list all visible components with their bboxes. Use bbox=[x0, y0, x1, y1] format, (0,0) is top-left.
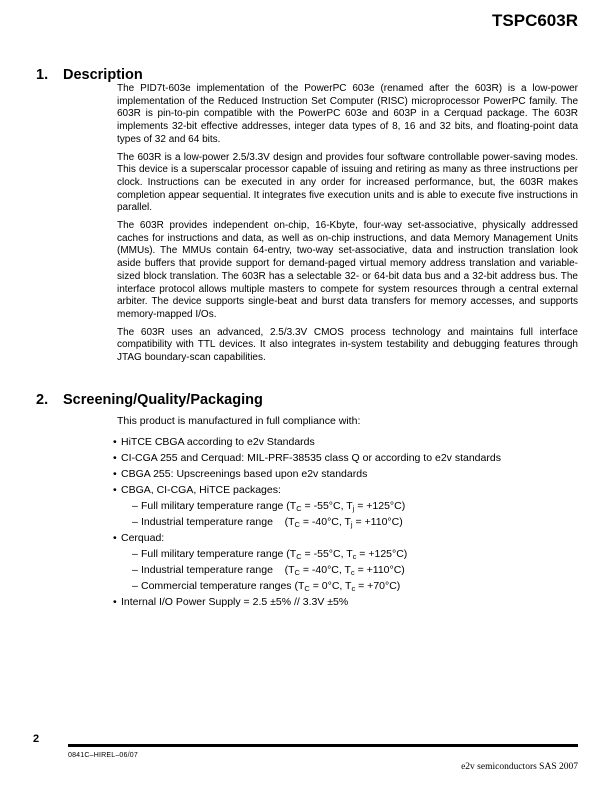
list-item bbox=[113, 594, 578, 610]
compliance-list bbox=[113, 434, 578, 610]
bullet-icon: • bbox=[113, 532, 117, 544]
list-item-text: Cerquad: bbox=[121, 532, 165, 544]
sub-list-item bbox=[132, 546, 578, 562]
bullet-icon: • bbox=[113, 596, 117, 608]
section-title: Description bbox=[63, 67, 143, 83]
section-body bbox=[117, 415, 578, 428]
page-title: TSPC603R bbox=[492, 11, 578, 30]
document-code: 0841C–HIREL–06/07 bbox=[68, 752, 138, 759]
section-title: Screening/Quality/Packaging bbox=[63, 392, 263, 408]
dash-icon: – bbox=[132, 580, 138, 592]
list-item-text: Industrial temperature range ($T_C = -40^\circ C$, $T_j = +110^\circ C$) bbox=[141, 516, 403, 529]
sub-list-item bbox=[132, 578, 578, 594]
list-item bbox=[113, 450, 578, 466]
list-item-text: Full military temperature range ($T_C = -55^\circ C$, $T_c = +125^\circ C$) bbox=[141, 548, 408, 561]
list-item bbox=[113, 482, 578, 498]
section-description bbox=[36, 67, 578, 370]
list-item-text: Commercial temperature ranges ($T_C = 0^\circ C$, $T_c = +70^\circ C$) bbox=[141, 580, 401, 593]
compliance-intro: This product is manufactured in full compliance with: bbox=[117, 415, 361, 427]
list-item bbox=[113, 530, 578, 546]
sub-list-item bbox=[132, 562, 578, 578]
dash-icon: – bbox=[132, 500, 138, 512]
bullet-icon: • bbox=[113, 484, 117, 496]
bullet-icon: • bbox=[113, 468, 117, 480]
list-item-text: Internal I/O Power Supply = 2.5 ±5% // 3.3V ±5% bbox=[121, 596, 349, 608]
section-number: 1. bbox=[36, 67, 49, 83]
list-item-text: HiTCE CBGA according to e2v Standards bbox=[121, 436, 315, 448]
list-item-text: Full military temperature range ($T_C = -55^\circ C$, $T_j = +125^\circ C$) bbox=[141, 500, 406, 513]
paragraph: The 603R uses an advanced, 2.5/3.3V CMOS process technology and maintains full interface compatibility with TTL devices. It also integrates in-system testability and debugging features through JTAG boundary-scan capabilities. bbox=[117, 326, 578, 364]
page-number: 2 bbox=[33, 733, 40, 745]
paragraph: The 603R is a low-power 2.5/3.3V design and provides four software controllable power-saving modes. This device is a superscalar processor capable of issuing and retiring as many as three instructions per clock. Instructions can be executed in any order for increased performance, but, the 603R makes completion appear sequential. It integrates five execution units and is able to execute five instructions in parallel. bbox=[117, 151, 578, 214]
section-screening-quality-packaging bbox=[36, 392, 578, 610]
dash-icon: – bbox=[132, 516, 138, 528]
section-heading bbox=[36, 67, 578, 83]
copyright-notice: e2v semiconductors SAS 2007 bbox=[461, 762, 578, 772]
bullet-icon: • bbox=[113, 452, 117, 464]
paragraph: The 603R provides independent on-chip, 16-Kbyte, four-way set-associative, physically addressed caches for instructions and data, as well as on-chip instructions, and data Memory Management Units (MMUs). The MMUs contain 64-entry, two-way set-associative, data and instruction translation look aside buffers that provide support for demand-paged virtual memory address translation and variable-sized block translation. The 603R has a selectable 32- or 64-bit data bus and a 32-bit address bus. The interface protocol allows multiple masters to compete for system resources through a central external arbiter. The device supports single-beat and burst data transfers for memory accesses, and supports memory-mapped I/Os. bbox=[117, 220, 578, 320]
section-heading bbox=[36, 392, 578, 408]
list-item bbox=[113, 466, 578, 482]
list-item-text: CI-CGA 255 and Cerquad: MIL-PRF-38535 class Q or according to e2v standards bbox=[121, 452, 501, 464]
list-item bbox=[113, 434, 578, 450]
section-body bbox=[117, 83, 578, 365]
paragraph: The PID7t-603e implementation of the PowerPC 603e (renamed after the 603R) is a low-power implementation of the Reduced Instruction Set Computer (RISC) microprocessor PowerPC family. The 603R is pin-to-pin compatible with the PowerPC 603e and 603P in a Cerquad package. The 603R implements 32-bit effective addresses, integer data types of 8, 16 and 32 bits, and floating-point data types of 32 and 64 bits. bbox=[117, 83, 578, 145]
list-item-text: CBGA 255: Upscreenings based upon e2v standards bbox=[121, 468, 368, 480]
bullet-icon: • bbox=[113, 436, 117, 448]
sub-list-item bbox=[132, 514, 578, 530]
section-number: 2. bbox=[36, 392, 49, 408]
dash-icon: – bbox=[132, 564, 138, 576]
list-item-text: Industrial temperature range ($T_C = -40^\circ C$, $T_c = +110^\circ C$) bbox=[141, 564, 405, 577]
sub-list-item bbox=[132, 498, 578, 514]
footer-rule bbox=[68, 744, 578, 747]
list-item-text: CBGA, CI-CGA, HiTCE packages: bbox=[121, 484, 281, 496]
dash-icon: – bbox=[132, 548, 138, 560]
